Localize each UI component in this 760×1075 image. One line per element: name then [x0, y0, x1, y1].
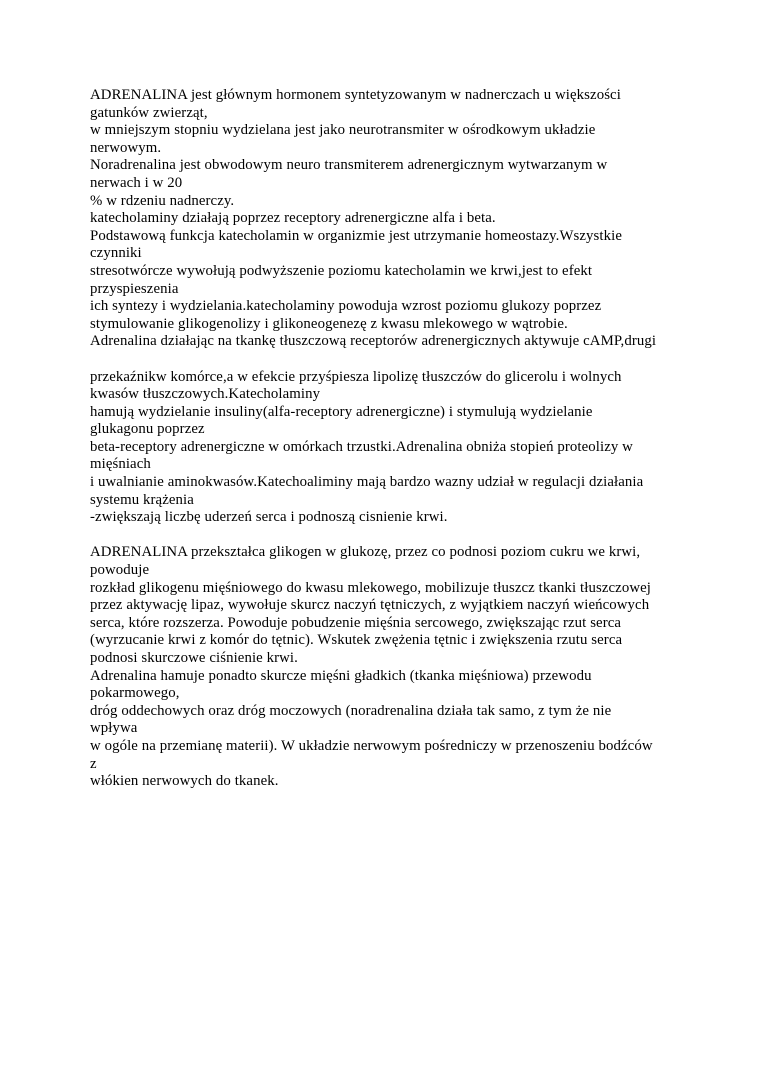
text-line: w ogóle na przemianę materii). W układzie nerwowym pośredniczy w przenoszeniu bodźców — [90, 737, 653, 754]
text-line: gatunków zwierząt, — [90, 104, 208, 121]
text-line: w mniejszym stopniu wydzielana jest jako neurotransmiter w ośrodkowym układzie — [90, 122, 596, 139]
text-line: hamują wydzielanie insuliny(alfa-receptory adrenergiczne) i stymulują wydzielanie — [90, 403, 593, 420]
text-line: (wyrzucanie krwi z komór do tętnic). Wskutek zwężenia tętnic i zwiększenia rzutu serca — [90, 632, 623, 649]
text-line: przyspieszenia — [90, 280, 179, 297]
text-line: nerwowym. — [90, 139, 162, 156]
text-line: i uwalnianie aminokwasów.Katechoaliminy mają bardzo wazny udział w regulacji działania — [90, 474, 644, 491]
text-line: mięśniach — [90, 456, 151, 473]
text-line: glukagonu poprzez — [90, 421, 205, 438]
text-line: stresotwórcze wywołują podwyższenie poziomu katecholamin we krwi,jest to efekt — [90, 262, 593, 279]
text-line: ADRENALINA jest głównym hormonem syntetyzowanym w nadnerczach u większości — [90, 87, 621, 103]
text-line: z — [90, 755, 97, 772]
document-text — [90, 87, 672, 791]
text-line: nerwach i w 20 — [90, 174, 183, 191]
text-line: podnosi skurczowe ciśnienie krwi. — [90, 650, 298, 666]
text-line: -zwiększają liczbę uderzeń serca i podnoszą cisnienie krwi. — [90, 509, 448, 526]
text-line: % w rdzeniu nadnerczy. — [90, 192, 235, 209]
text-line: Adrenalina działając na tkankę tłuszczową receptorów adrenergicznych aktywuje cAMP,drugi — [90, 333, 657, 350]
text-line: powoduje — [90, 562, 150, 579]
text-line: Adrenalina hamuje ponadto skurcze mięśni gładkich (tkanka mięśniowa) przewodu — [90, 667, 592, 684]
text-line: ADRENALINA przekształca glikogen w glukozę, przez co podnosi poziom cukru we krwi, — [90, 544, 641, 561]
text-line: przez aktywację lipaz, wywołuje skurcz naczyń tętniczych, z wyjątkiem naczyń wieńcowych — [90, 597, 650, 614]
text-line: kwasów tłuszczowych.Katecholaminy — [90, 386, 321, 403]
text-line: Noradrenalina jest obwodowym neuro transmiterem adrenergicznym wytwarzanym w — [90, 157, 608, 174]
text-line: stymulowanie glikogenolizy i glikoneogenezę z kwasu mlekowego w wątrobie. — [90, 315, 568, 332]
blank-line — [90, 351, 672, 369]
text-line: ich syntezy i wydzielania.katecholaminy powoduja wzrost poziomu glukozy poprzez — [90, 298, 602, 315]
text-line: serca, które rozszerza. Powoduje pobudzenie mięśnia sercowego, zwiększając rzut serca — [90, 614, 622, 631]
text-line: Podstawową funkcja katecholamin w organizmie jest utrzymanie homeostazy.Wszystkie — [90, 227, 623, 244]
text-line: katecholaminy działają poprzez receptory adrenergiczne alfa i beta. — [90, 210, 496, 227]
text-line: włókien nerwowych do tkanek. — [90, 773, 279, 790]
text-line: dróg oddechowych oraz dróg moczowych (noradrenalina działa tak samo, z tym że nie — [90, 702, 612, 719]
text-line: czynniki — [90, 245, 142, 262]
text-line: wpływa — [90, 720, 138, 737]
text-line: rozkład glikogenu mięśniowego do kwasu mlekowego, mobilizuje tłuszcz tkanki tłuszczowej — [90, 579, 651, 596]
text-line: przekaźnikw komórce,a w efekcie przyśpiesza lipolizę tłuszczów do glicerolu i wolnych — [90, 368, 622, 385]
text-line: pokarmowego, — [90, 685, 180, 702]
blank-line — [90, 527, 672, 545]
text-line: beta-receptory adrenergiczne w omórkach trzustki.Adrenalina obniża stopień proteolizy w — [90, 438, 633, 455]
text-line: systemu krążenia — [90, 491, 194, 508]
